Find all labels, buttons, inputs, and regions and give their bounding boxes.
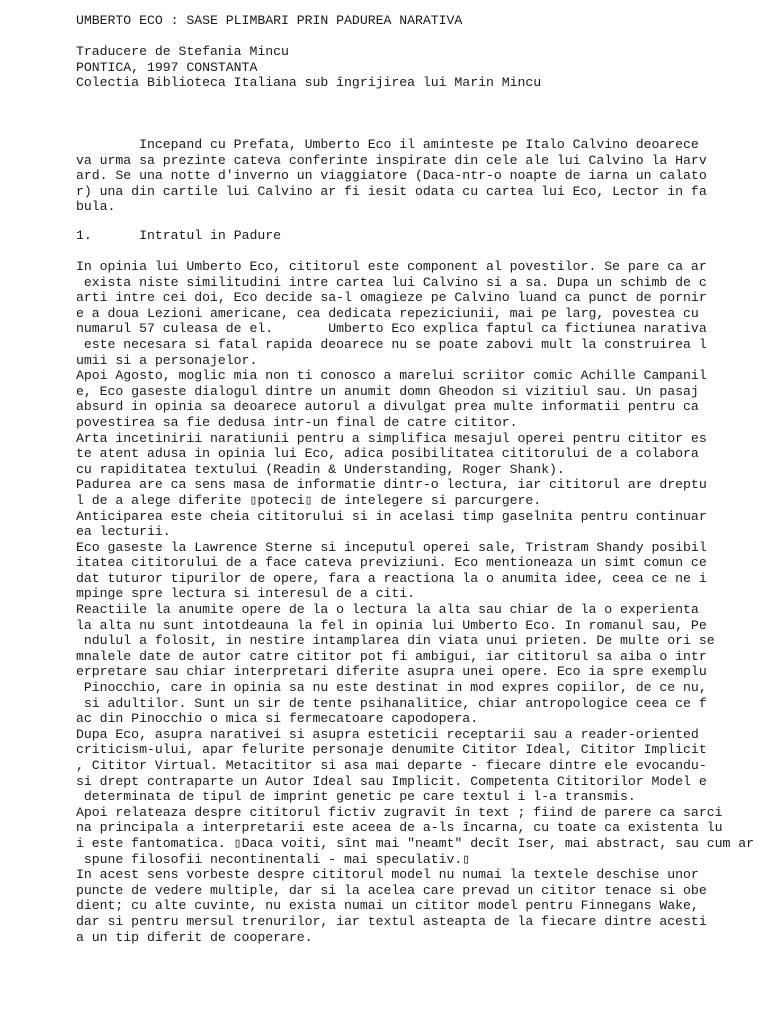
text-line: dient; cu alte cuvinte, nu exista numai un cititor model pentru Finnegans Wake,	[76, 898, 699, 914]
text-line: criticism-ului, apar felurite personaje denumite Cititor Ideal, Cititor Implicit	[76, 742, 707, 758]
text-line: e, Eco gaseste dialogul dintre un anumit domn Gheodon si vizitiul sau. Un pasaj	[76, 383, 699, 399]
text-line: determinata de tipul de imprint genetic pe care textul i l-a transmis.	[76, 789, 636, 805]
text-line: cu rapiditatea textului (Readin & Understanding, Roger Shank).	[76, 461, 565, 477]
text-line: Padurea are ca sens masa de informatie dintr-o lectura, iar cititorul are dreptu	[76, 477, 707, 493]
publication-info	[76, 44, 768, 91]
intro-line: ard. Se una notte d'inverno un viaggiatore (Daca-ntr-o noapte de iarna un calato	[76, 168, 707, 184]
text-line: l de a alege diferite ▯poteci▯ de intelegere si parcurgere.	[76, 492, 542, 508]
intro-line: va urma sa prezinte cateva conferinte inspirate din cele ale lui Calvino la Harv	[76, 152, 707, 168]
text-line: In opinia lui Umberto Eco, cititorul este component al povestilor. Se pare ca ar	[76, 259, 707, 274]
collection-line: Colectia Biblioteca Italiana sub îngrijirea lui Marin Mincu	[76, 75, 542, 91]
text-line: puncte de vedere multiple, dar si la acelea care prevad un cititor tenace si obe	[76, 882, 707, 898]
intro-paragraph	[76, 137, 768, 215]
text-line: i este fantomatica. ▯Daca voiti, sînt mai "neamt" decît Iser, mai abstract, sau cum ar	[76, 835, 755, 851]
text-line: este necesara si fatal rapida deoarece nu se poate zabovi mult la construirea l	[76, 336, 707, 352]
body-text	[76, 259, 768, 945]
section-number: 1.	[76, 228, 92, 243]
text-line: umii si a personajelor.	[76, 352, 258, 368]
text-line: mpinge spre lectura si interesul de a citi.	[76, 586, 416, 602]
intro-line: bula.	[76, 199, 116, 215]
text-line: exista niste similitudini intre cartea lui Calvino si a sa. Dupa un schimb de c	[76, 274, 707, 290]
translator-line: Traducere de Stefania Mincu	[76, 44, 289, 59]
text-line: Dupa Eco, asupra narativei si asupra esteticii receptarii sau a reader-oriented	[76, 726, 699, 742]
text-line: dat tuturor tipurilor de opere, fara a reactiona la o anumita idee, ceea ce ne i	[76, 570, 707, 586]
text-line: numarul 57 culeasa de el. Umberto Eco explica faptul ca fictiunea narativa	[76, 321, 707, 337]
text-line: absurd in opinia sa deoarece autorul a divulgat prea multe informatii pentru ca	[76, 399, 699, 415]
text-line: Anticiparea este cheia cititorului si in acelasi timp gaselnita pentru continuar	[76, 508, 707, 524]
section-heading	[76, 228, 768, 244]
text-line: si adultilor. Sunt un sir de tente psihanalitice, chiar antropologice ceea ce f	[76, 695, 707, 711]
intro-line: Incepand cu Prefata, Umberto Eco il aminteste pe Italo Calvino deoarece	[76, 137, 699, 152]
text-line: ea lecturii.	[76, 524, 171, 540]
text-line: Arta incetinirii naratiunii pentru a simplifica mesajul operei pentru cititor es	[76, 430, 707, 446]
text-line: si drept contraparte un Autor Ideal sau Implicit. Competenta Cititorilor Model e	[76, 773, 707, 789]
text-line: ac din Pinocchio o mica si fermecatoare capodopera.	[76, 711, 479, 727]
publisher-line: PONTICA, 1997 CONSTANTA	[76, 59, 258, 75]
text-line: spune filosofii necontinentali - mai speculativ.▯	[76, 851, 471, 867]
text-line: povestirea sa fie dedusa intr-un final de catre cititor.	[76, 414, 518, 430]
text-line: erpretare sau chiar interpretari diferite asupra unei opere. Eco ia spre exemplu	[76, 664, 707, 680]
text-line: , Cititor Virtual. Metacititor si asa mai departe - fiecare dintre ele evocandu-	[76, 758, 707, 773]
document-title: UMBERTO ECO : SASE PLIMBARI PRIN PADUREA NARATIVA	[76, 13, 463, 28]
text-line: te atent adusa in opinia lui Eco, adica posibilitatea cititorului de a colabora	[76, 446, 699, 462]
text-line: Pinocchio, care in opinia sa nu este destinat in mod expres copiilor, de ce nu,	[76, 680, 707, 696]
text-line: e a doua Lezioni americane, cea dedicata repeziciunii, mai pe larg, povestea cu	[76, 305, 699, 321]
text-line: na principala a interpretarii este aceea de a-ls încarna, cu toate ca existenta lu	[76, 820, 723, 836]
text-line: In acest sens vorbeste despre cititorul model nu numai la textele deschise unor	[76, 867, 699, 883]
text-line: Apoi Agosto, moglic mia non ti conosco a marelui scriitor comic Achille Campanil	[76, 368, 707, 384]
text-line: dar si pentru mersul trenurilor, iar textul asteapta de la fiecare dintre acesti	[76, 913, 707, 929]
text-line: Reactiile la anumite opere de la o lectura la alta sau chiar de la o experienta	[76, 602, 699, 618]
text-line: arti intre cei doi, Eco decide sa-l omagieze pe Calvino luand ca punct de pornir	[76, 290, 707, 306]
text-line: itatea cititorului de a face cateva previziuni. Eco mentioneaza un simt comun ce	[76, 555, 707, 571]
section-title: Intratul in Padure	[139, 228, 282, 243]
text-line: a un tip diferit de cooperare.	[76, 929, 313, 945]
text-line: la alta nu sunt intotdeauna la fel in opinia lui Umberto Eco. In romanul sau, Pe	[76, 617, 707, 633]
text-line: mnalele date de autor catre cititor pot fi ambigui, iar cititorul sa aiba o intr	[76, 648, 707, 664]
text-line: Apoi relateaza despre cititorul fictiv zugravit în text ; fiind de parere ca sarci	[76, 804, 723, 820]
text-line: ndulul a folosit, in nestire intamplarea din viata unui prieten. De multe ori se	[76, 633, 715, 649]
text-line: Eco gaseste la Lawrence Sterne si inceputul operei sale, Tristram Shandy posibil	[76, 539, 707, 555]
intro-line: r) una din cartile lui Calvino ar fi iesit odata cu cartea lui Eco, Lector in fa	[76, 183, 707, 199]
